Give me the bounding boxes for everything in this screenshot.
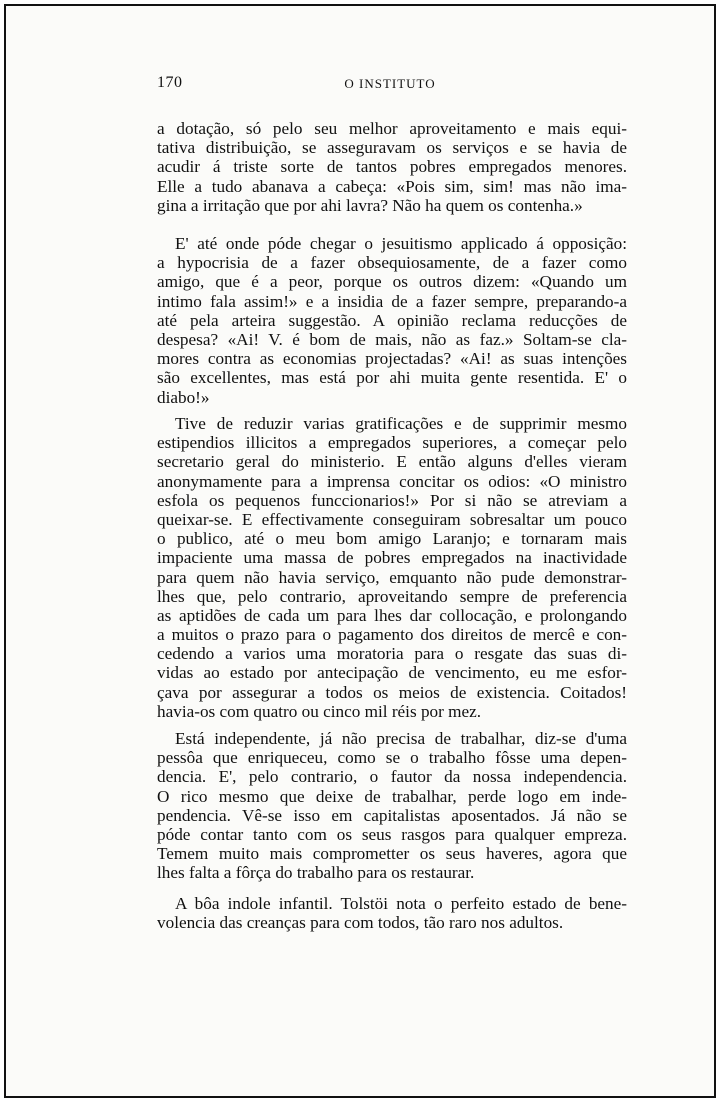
text-line: çava por assegurar a todos os meios de existencia. Coitados! [157,682,627,702]
text-line: a dotação, só pelo seu melhor aproveitamento e mais equi- [157,119,627,138]
text-line: cedendo a varios uma moratoria para o resgate das suas di- [157,644,627,664]
text-line: pendencia. Vê-se isso em capitalistas aposentados. Já não se [157,805,627,825]
text-line: anonymamente para a imprensa concitar os odios: «O ministro [157,471,627,491]
text-line: estipendios illicitos a empregados superiores, a começar pelo [157,433,627,453]
text-line: até pela arteira suggestão. A opinião reclama reducções de [157,310,627,330]
text-line: vidas ao estado por antecipação de vencimento, eu me esfor- [157,663,627,683]
text-line: dencia. E', pelo contrario, o fautor da nossa independencia. [157,767,627,787]
paragraph-4 [157,729,627,883]
text-line: acudir á triste sorte de tantos pobres empregados menores. [157,157,627,177]
text-line: A bôa indole infantil. Tolstöi nota o perfeito estado de bene- [175,894,627,913]
text-line: esfola os pequenos funccionarios!» Por si não se atreviam a [157,490,627,510]
text-line: as aptidões de cada um para lhes dar collocação, e prolongando [157,605,627,625]
paragraph-3 [157,414,627,721]
paragraph-2 [157,234,627,407]
text-line: Tive de reduzir varias gratificações e de supprimir mesmo [175,414,627,433]
text-line: O rico mesmo que deixe de trabalhar, perde logo em inde- [157,786,627,806]
text-line: mores contra as economias projectadas? «Ai! as suas intenções [157,349,627,369]
text-line: Está independente, já não precisa de trabalhar, diz-se d'uma [175,729,627,748]
text-line: volencia das creanças para com todos, tão raro nos adultos. [157,913,564,933]
text-line: diabo!» [157,387,210,407]
paragraph-1 [157,119,627,215]
text-line: impaciente uma massa de pobres empregados na inactividade [157,548,627,568]
text-line: intimo fala assim!» e a insidia de a fazer sempre, preparando-a [157,291,627,311]
text-line: Elle a tudo abanava a cabeça: «Pois sim, sim! mas não ima- [157,176,627,196]
text-line: lhes falta a fôrça do trabalho para os restaurar. [157,863,475,883]
text-line: lhes que, pelo contrario, aproveitando sempre de preferencia [157,586,627,606]
text-line: havia-os com quatro ou cinco mil réis por mez. [157,701,482,721]
page-header [153,74,627,98]
text-line: queixar-se. E effectivamente conseguiram sobresaltar um pouco [157,509,627,529]
text-line: amigo, que é a peor, porque os outros dizem: «Quando um [157,272,627,292]
text-line: pessôa que enriqueceu, como se o trabalho fôsse uma depen- [157,748,627,768]
text-line: a muitos o prazo para o pagamento dos direitos de mercê e con- [157,625,627,645]
text-line: a hypocrisia de a fazer obsequiosamente, de a fazer como [157,253,627,273]
text-line: para quem não havia serviço, emquanto não pude demonstrar- [157,567,627,587]
text-line: tativa distribuição, se asseguravam os serviços e se havia de [157,138,627,158]
text-line: despesa? «Ai! V. é bom de mais, não as faz.» Soltam-se cla- [157,329,627,349]
page-number: 170 [157,74,183,91]
text-line: Temem muito mais comprometter os seus haveres, agora que [157,844,627,864]
paragraph-5 [157,894,627,932]
text-line: secretario geral do ministerio. E então alguns d'elles vieram [157,452,627,472]
text-line: são excellentes, mas está por ahi muita gente resentida. E' o [157,368,627,388]
running-title: O INSTITUTO [344,76,436,91]
text-line: gina a irritação que por ahi lavra? Não ha quem os contenha.» [157,195,583,215]
text-line: E' até onde póde chegar o jesuitismo applicado á opposição: [175,234,627,253]
text-line: póde contar tanto com os seus rasgos para qualquer empreza. [157,824,627,844]
text-line: o publico, até o meu bom amigo Laranjo; e tornaram mais [157,529,627,549]
